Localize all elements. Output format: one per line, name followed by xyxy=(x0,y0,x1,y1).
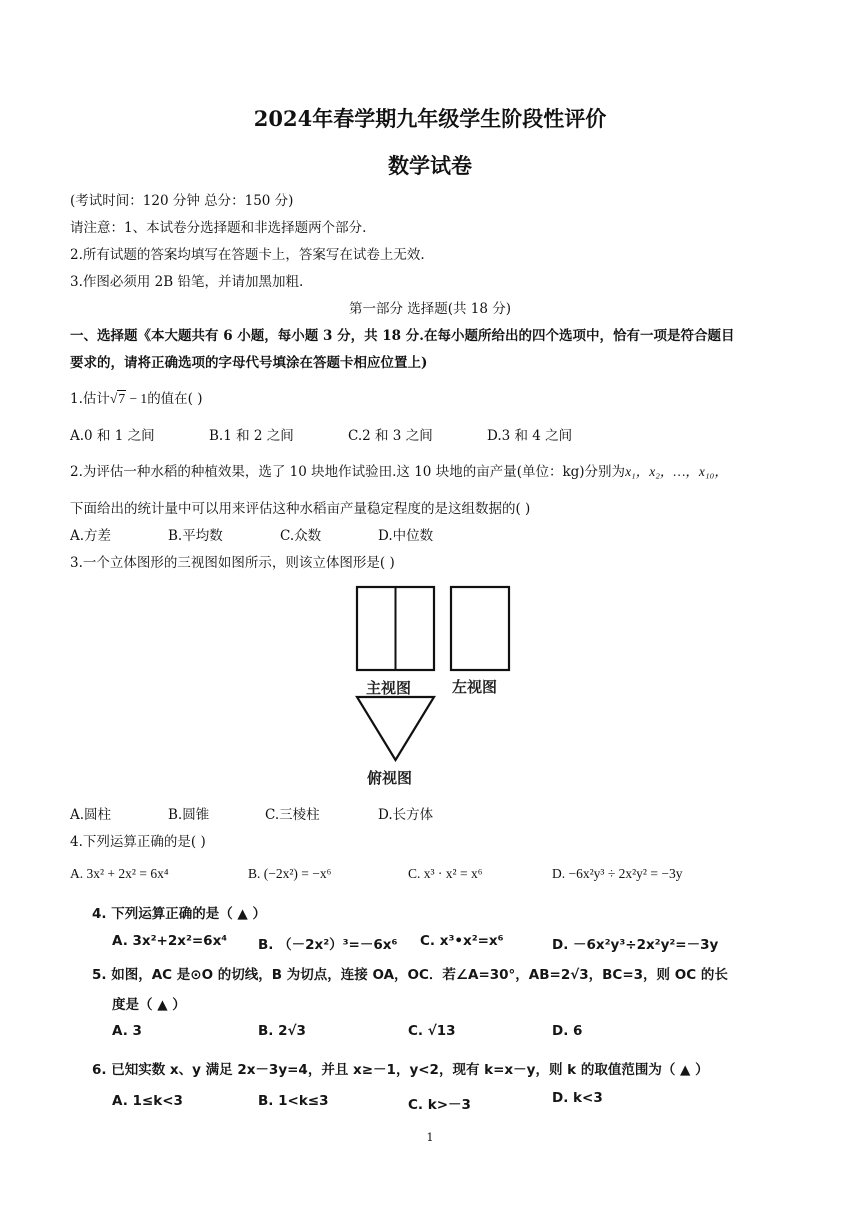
scan-q5-line2: 度是（ ▲ ） xyxy=(112,997,186,1013)
q2-option-d: D.中位数 xyxy=(378,528,434,544)
exam-title: 2024年春学期九年级学生阶段性评价 xyxy=(253,106,607,131)
part-title: 第一部分 选择题(共 18 分) xyxy=(348,301,512,317)
q3-option-b: B.圆锥 xyxy=(168,807,210,823)
q1-radicand: 7 xyxy=(118,391,126,406)
top-view-label: 俯视图 xyxy=(367,769,413,787)
scan-q5-option-b: B. 2√3 xyxy=(258,1023,306,1039)
scan-q6-line1: 6. 已知实数 x、y 满足 2x－3y=4，并且 x≥－1，y<2，现有 k=x－y，则 k 的取值范围为（ ▲ ） xyxy=(92,1062,709,1078)
q4-option-d: D. −6x²y³ ÷ 2x²y² = −3y xyxy=(552,866,683,881)
scan-q6-option-b: B. 1<k≤3 xyxy=(258,1093,329,1109)
q3-option-c: C.三棱柱 xyxy=(265,807,320,823)
q1-option-b: B.1 和 2 之间 xyxy=(209,428,294,444)
scan-q6-option-a: A. 1≤k<3 xyxy=(112,1093,183,1109)
scan-q5-line1: 5. 如图，AC 是⊙O 的切线，B 为切点，连接 OA，OC．若∠A=30°，AB=2√3，BC=3，则 OC 的长 xyxy=(92,967,728,983)
exam-time-line: (考试时间：120 分钟 总分：150 分) xyxy=(70,193,294,209)
q2-option-b: B.平均数 xyxy=(168,528,223,544)
q3-option-a: A.圆柱 xyxy=(70,807,112,823)
q2-text: 2.为评估一种水稻的种植效果，选了 10 块地作试验田.这 10 块地的亩产量(单位：kg)分别为 xyxy=(70,464,626,480)
q2-variables: x₁，x₂，…，x₁₀， xyxy=(625,464,728,479)
scan-q5-option-d: D. 6 xyxy=(552,1023,583,1039)
page-number: 1 xyxy=(426,1131,434,1144)
scan-q4-option-d: D. －6x²y³÷2x²y²=－3y xyxy=(552,937,719,953)
scan-q6-option-c: C. k>－3 xyxy=(408,1097,471,1113)
q3-option-d: D.长方体 xyxy=(378,807,434,823)
scan-q4-title: 4. 下列运算正确的是（ ▲ ） xyxy=(92,906,267,922)
sqrt-symbol: √ xyxy=(109,391,118,406)
question-4: 4.下列运算正确的是( ) xyxy=(70,834,206,850)
scan-q4-option-a: A. 3x²+2x²=6x⁴ xyxy=(112,933,228,949)
q1-minus-one: − 1 xyxy=(126,391,148,406)
scan-q5-option-a: A. 3 xyxy=(112,1023,142,1039)
section-heading-line1: 一、选择题《本大题共有 6 小题，每小题 3 分，共 18 分.在每小题所给出的四个选项中，恰有一项是符合题目 xyxy=(70,328,735,344)
section-heading-line2: 要求的，请将正确选项的字母代号填涂在答题卡相应位置上) xyxy=(70,355,428,371)
question-1 xyxy=(70,387,203,407)
scan-q4-option-b: B. （－2x²）³=－6x⁶ xyxy=(258,937,398,953)
scan-q6-option-d: D. k<3 xyxy=(552,1090,603,1106)
side-view-rectangle xyxy=(451,587,509,670)
q2-option-c: C.众数 xyxy=(280,528,322,544)
side-view-label: 左视图 xyxy=(452,678,498,696)
top-view-triangle xyxy=(357,697,434,760)
instruction-1: 请注意：1、本试卷分选择题和非选择题两个部分. xyxy=(70,220,367,236)
q4-option-b: B. (−2x²) = −x⁶ xyxy=(248,866,332,881)
question-2-line2: 下面给出的统计量中可以用来评估这种水稻亩产量稳定程度的是这组数据的( ) xyxy=(70,501,531,517)
q4-option-a: A. 3x² + 2x² = 6x⁴ xyxy=(70,866,169,881)
scan-q4-option-c: C. x³•x²=x⁶ xyxy=(420,933,504,949)
question-3: 3.一个立体图形的三视图如图所示，则该立体图形是( ) xyxy=(70,555,395,571)
q1-option-c: C.2 和 3 之间 xyxy=(348,428,433,444)
q4-option-c: C. x³ · x² = x⁶ xyxy=(408,866,483,881)
q1-option-d: D.3 和 4 之间 xyxy=(487,428,573,444)
question-2-line1 xyxy=(70,460,728,480)
instruction-2: 2.所有试题的答案均填写在答题卡上，答案写在试卷上无效. xyxy=(70,247,425,263)
q1-option-a: A.0 和 1 之间 xyxy=(70,428,155,444)
q2-option-a: A.方差 xyxy=(70,528,112,544)
scan-q5-option-c: C. √13 xyxy=(408,1023,456,1039)
exam-subtitle: 数学试卷 xyxy=(388,153,472,178)
q1-suffix: 的值在( ) xyxy=(147,391,203,407)
q1-prefix: 1.估计 xyxy=(70,391,110,407)
front-view-label: 主视图 xyxy=(366,679,412,697)
instruction-3: 3.作图必须用 2B 铅笔，并请加黑加粗. xyxy=(70,274,304,290)
